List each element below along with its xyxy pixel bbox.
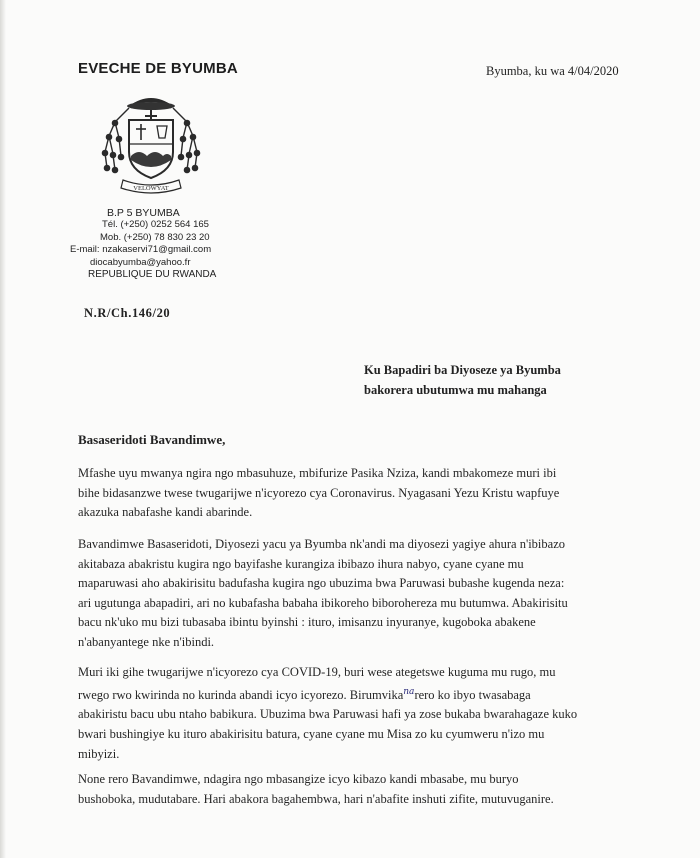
salutation: Basaseridoti Bavandimwe, — [78, 432, 226, 447]
contact-block — [70, 207, 250, 281]
email-secondary: diocabyumba@yahoo.fr — [90, 256, 191, 268]
addressee-block — [364, 360, 561, 400]
crest-motto: VELOWYAT — [133, 185, 169, 192]
paragraph-line: None rero Bavandimwe, ndagira ngo mbasangize icyo kibazo kandi mbasabe, mu buryo — [78, 772, 519, 786]
email-primary: E-mail: nzakaservi71@gmail.com — [70, 244, 212, 256]
page-edge-shadow — [0, 0, 6, 858]
paragraph-line: abakiristu bacu ubu ntaho babikura. Ubuzima bwa Paruwasi hafi ya zose bukaba bwarahagaze kuko — [78, 707, 578, 722]
paragraph — [78, 770, 630, 809]
paragraph-line: Muri iki gihe twugarijwe n'icyorezo cya COVID-19, buri wese ategetswe kuguma mu rugo, mu — [78, 665, 556, 679]
paragraph-line — [78, 683, 630, 706]
paragraph-line: akitabaza abakristu kugira ngo bayifashe kurangiza ibibazo ihura nabyo, cyane cyane mu — [78, 556, 524, 571]
paragraph — [78, 464, 630, 523]
addressee-line: bakorera ubutumwa mu mahanga — [364, 383, 547, 397]
postal-box: B.P 5 BYUMBA — [107, 207, 180, 219]
paragraph-line: mibyizi. — [78, 746, 120, 761]
diocese-crest-logo — [95, 86, 207, 198]
reference-number: N.R/Ch.146/20 — [84, 306, 171, 320]
paragraph-line: bwari bushingiye ku ituro abakirisitu batura, cyane cyane mu Misa zo ku cyumweru n'izo mu — [78, 726, 545, 741]
country: REPUBLIQUE DU RWANDA — [88, 269, 217, 281]
paragraph-line: bushoboka, mudutabare. Hari abakora bagahembwa, hari n'abafite inshuti zifite, mutuvuganire. — [78, 791, 554, 806]
mobile: Mob. (+250) 78 830 23 20 — [100, 231, 210, 243]
paragraph-line: n'abanyantege nke n'ibindi. — [78, 634, 215, 649]
telephone: Tél. (+250) 0252 564 165 — [102, 219, 209, 231]
handwritten-correction: na — [403, 686, 415, 697]
line-text: rero ko ibyo twasabaga — [414, 687, 531, 702]
letter-date: Byumba, ku wa 4/04/2020 — [486, 64, 619, 78]
paragraph — [78, 535, 630, 653]
organization-name: EVECHE DE BYUMBA — [78, 60, 238, 77]
paragraph-line: Mfashe uyu mwanya ngira ngo mbasuhuze, mbifurize Pasika Nziza, kandi mbakomeze muri ibi — [78, 466, 557, 480]
paragraph-line: bihe bidasanzwe twese twugarijwe n'icyorezo cya Coronavirus. Nyagasani Yezu Kristu wapfuye — [78, 485, 560, 500]
paragraph-line: bacu nk'uko mu bizi tubasaba ibintu byinshi : ituro, imisanzu inyuranye, kugoboka abakene — [78, 615, 536, 630]
paragraph-line: Bavandimwe Basaseridoti, Diyosezi yacu ya Byumba nk'andi ma diyosezi yagiye ahura n'ibibazo — [78, 537, 566, 551]
addressee-line: Ku Bapadiri ba Diyoseze ya Byumba — [364, 363, 561, 377]
line-text: rwego rwo kwirinda no kurinda abandi icyo icyorezo. Birumvika — [78, 687, 404, 702]
paragraph-line: maparuwasi aho abakirisitu badufasha kugira ngo ubuzima bwa Paruwasi bubashe kugenda neza: — [78, 576, 565, 591]
paragraph-line: akazuka nabafashe kandi abarinde. — [78, 505, 253, 520]
paragraph-line: ari ugutunga abapadiri, ari no kubafasha babaha ibikoreho biborohereza mu butumwa. Abakirisitu — [78, 595, 568, 610]
paragraph — [78, 663, 630, 764]
